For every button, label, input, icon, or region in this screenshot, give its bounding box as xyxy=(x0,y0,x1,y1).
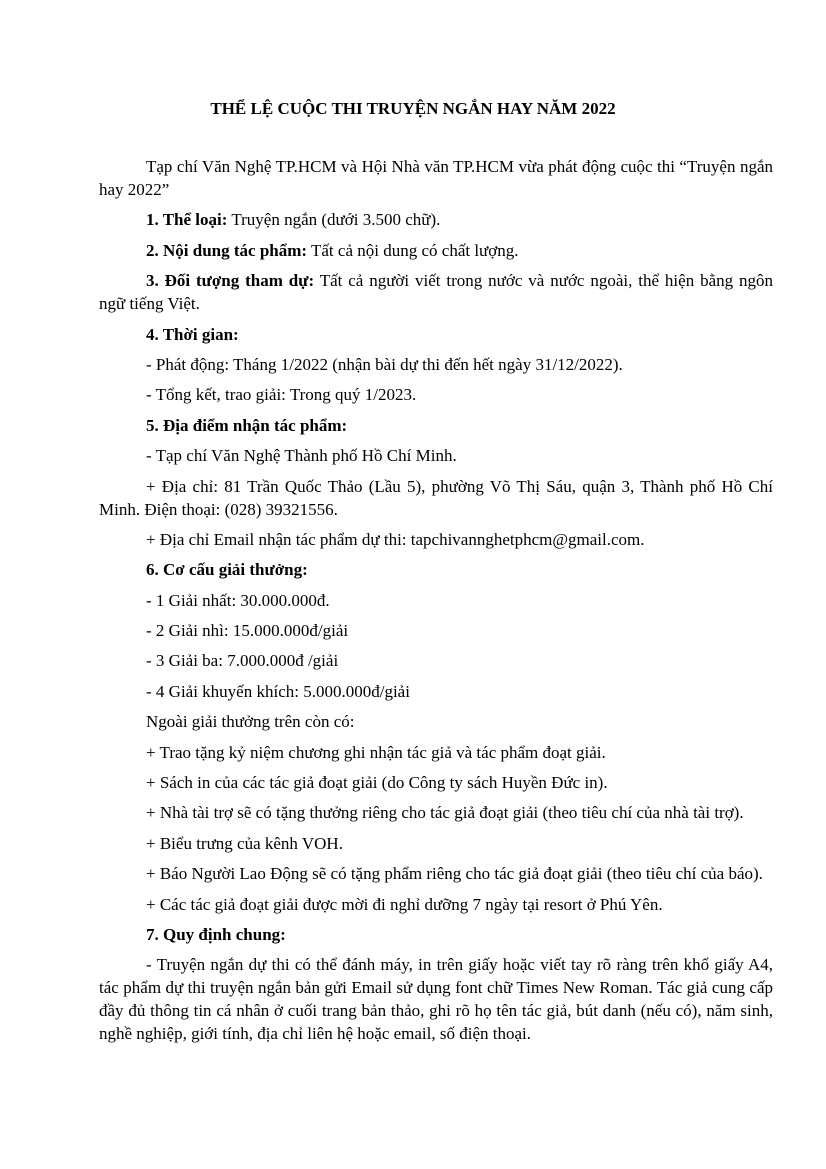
section-1 xyxy=(99,208,773,231)
document-title: THỂ LỆ CUỘC THI TRUYỆN NGẮN HAY NĂM 2022 xyxy=(210,99,616,118)
intro-paragraph: Tạp chí Văn Nghệ TP.HCM và Hội Nhà văn TP.HCM vừa phát động cuộc thi “Truyện ngắn hay 2022” xyxy=(99,157,773,199)
section-7-heading: 7. Quy định chung: xyxy=(146,924,286,944)
section-6-item: + Các tác giả đoạt giải được mời đi nghỉ dưỡng 7 ngày tại resort ở Phú Yên. xyxy=(146,894,663,914)
section-3-label: 3. Đối tượng tham dự: xyxy=(146,271,315,291)
section-6-item: + Báo Người Lao Động sẽ có tặng phẩm riêng cho tác giả đoạt giải (theo tiêu chí của báo). xyxy=(146,864,763,884)
section-4-item: - Tổng kết, trao giải: Trong quý 1/2023. xyxy=(146,385,417,405)
document-body xyxy=(99,155,773,1053)
section-6-item: + Sách in của các tác giả đoạt giải (do Công ty sách Huyền Đức in). xyxy=(146,773,608,793)
section-2 xyxy=(99,239,773,262)
section-3 xyxy=(99,269,773,315)
section-6-item: + Trao tặng kỷ niệm chương ghi nhận tác giả và tác phẩm đoạt giải. xyxy=(146,742,606,762)
section-1-label: 1. Thể loại: xyxy=(146,210,228,230)
section-5-heading: 5. Địa điểm nhận tác phẩm: xyxy=(146,415,348,435)
section-6-item: + Biểu trưng của kênh VOH. xyxy=(146,833,343,853)
section-4-heading: 4. Thời gian: xyxy=(146,324,239,344)
section-5-item: + Địa chỉ: 81 Trần Quốc Thảo (Lầu 5), phường Võ Thị Sáu, quận 3, Thành phố Hồ Chí Minh. Điện thoại: (028) 39321556. xyxy=(99,476,773,519)
section-6-item: - 3 Giải ba: 7.000.000đ /giải xyxy=(146,651,339,671)
section-3-text: Tất cả người viết trong nước và nước ngoài, thể hiện bằng ngôn ngữ tiếng Việt. xyxy=(99,271,774,314)
section-6-item: - 4 Giải khuyến khích: 5.000.000đ/giải xyxy=(146,681,410,701)
section-6-heading: 6. Cơ cấu giải thưởng: xyxy=(146,560,308,580)
section-6-item: + Nhà tài trợ sẽ có tặng thưởng riêng cho tác giả đoạt giải (theo tiêu chí của nhà tài trợ). xyxy=(146,803,744,823)
section-1-text: Truyện ngắn (dưới 3.500 chữ). xyxy=(227,210,441,230)
section-6-item: - 1 Giải nhất: 30.000.000đ. xyxy=(146,590,330,610)
section-6-item: Ngoài giải thưởng trên còn có: xyxy=(146,712,355,732)
section-2-text: Tất cả nội dung có chất lượng. xyxy=(307,240,519,260)
section-5-item: + Địa chỉ Email nhận tác phẩm dự thi: tapchivannghetphcm@gmail.com. xyxy=(146,529,645,549)
section-6-item: - 2 Giải nhì: 15.000.000đ/giải xyxy=(146,621,349,641)
section-4-item: - Phát động: Tháng 1/2022 (nhận bài dự thi đến hết ngày 31/12/2022). xyxy=(146,354,623,374)
section-2-label: 2. Nội dung tác phẩm: xyxy=(146,240,308,260)
section-5-item: - Tạp chí Văn Nghệ Thành phố Hồ Chí Minh. xyxy=(146,446,457,466)
section-7-item: - Truyện ngắn dự thi có thể đánh máy, in trên giấy hoặc viết tay rõ ràng trên khổ giấy A4, tác phẩm dự thi truyện ngắn bản gửi Email sử dụng font chữ Times New Roman. Tác giả cung cấp đầy đủ thông tin cá nhân ở cuối trang bản thảo, ghi rõ họ tên tác giả, bút danh (nếu có), năm sinh, nghề nghiệp, giới tính, địa chỉ liên hệ hoặc email, số điện thoại. xyxy=(99,955,773,1044)
